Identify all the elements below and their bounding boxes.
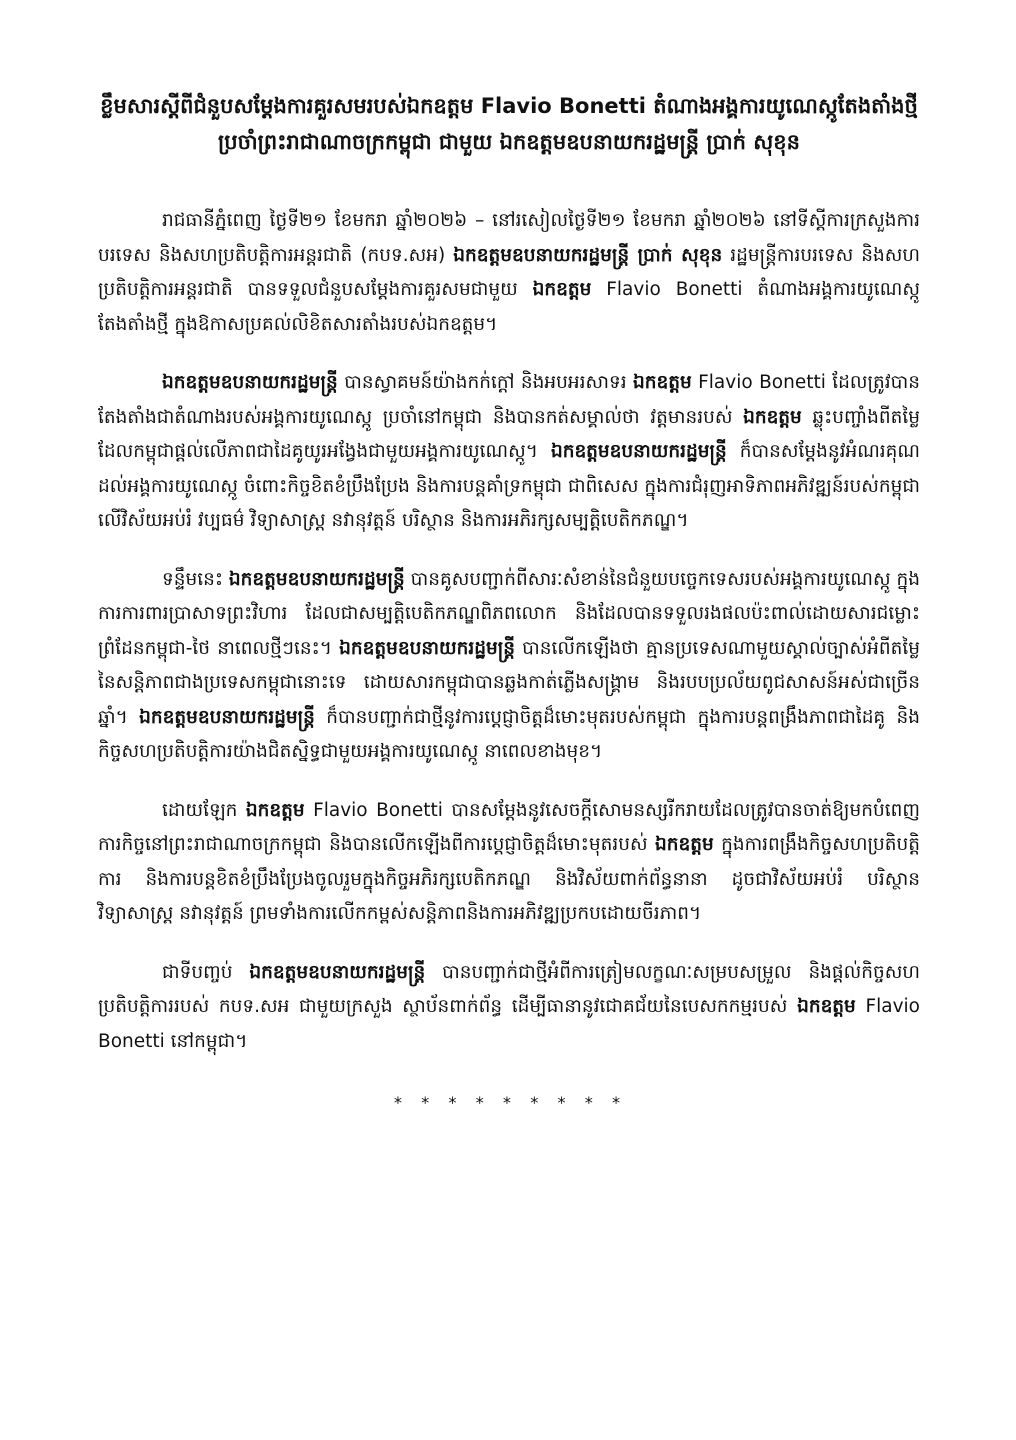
paragraph-4 xyxy=(98,794,920,932)
bold-name: ឯកឧត្តមឧបនាយករដ្ឋមន្ត្រី xyxy=(228,568,405,590)
paragraph-5 xyxy=(98,956,920,1060)
paragraph-text: ទន្ទឹមនេះ xyxy=(162,568,229,590)
paragraph-3 xyxy=(98,563,920,770)
document-page xyxy=(98,88,920,1112)
paragraph-text: ក៏បានសម្តែងនូវអំណរគុណដល់អង្គការយូណេស្កូ ចំពោះកិច្ចខិតខំប្រឹងប្រែង និងការបន្តគាំទ្រកម្ពុជា ជាពិសេស ក្នុងការជំរុញអាទិភាពអភិវឌ្ឍន៍របស់កម្ពុជា លើវិស័យអប់រំ វប្បធម៌ វិទ្យាសាស្ត្រ នវានុវត្តន៍ បរិស្ថាន និងការអភិរក្សសម្បត្តិបេតិកភណ្ឌ។ xyxy=(98,441,920,531)
title-line-1: ខ្លឹមសារស្តីពីជំនួបសម្តែងការគួរសមរបស់ឯកឧត្តម Flavio Bonetti តំណាងអង្គការយូណេស្កូតែងតាំងថ្មី xyxy=(100,94,918,118)
bold-name: ឯកឧត្តម xyxy=(797,996,856,1017)
paragraph-text: Flavio Bonetti តំណាងអង្គការយូណេស្កូតែងតាំងថ្មី ក្នុងឱកាសប្រគល់លិខិតសារតាំងរបស់ឯកឧត្តម។ xyxy=(98,279,920,335)
bold-name: ឯកឧត្តម xyxy=(532,279,592,300)
paragraph-text: ជាទីបញ្ចប់ xyxy=(162,961,250,983)
paragraph-text: Flavio Bonetti បានសម្តែងនូវសេចក្តីសោមនស្សរីករាយដែលត្រូវបានចាត់ឱ្យមកបំពេញការកិច្ចនៅព្រះរាជាណាចក្រកម្ពុជា និងបានលើកឡើងពីការប្តេជ្ញាចិត្តដ៏មោះមុតរបស់ xyxy=(98,799,920,855)
paragraph-text: Flavio Bonetti នៅកម្ពុជា។ xyxy=(98,996,921,1052)
end-mark: * * * * * * * * * xyxy=(393,1093,625,1112)
paragraph-2 xyxy=(98,366,920,539)
document-title xyxy=(98,88,920,160)
paragraph-text: បានបញ្ជាក់ជាថ្មីអំពីការត្រៀមលក្ខណៈសម្របសម្រួល និងផ្តល់កិច្ចសហប្រតិបត្តិការរបស់ កបទ.សអ ជាមួយក្រសួង ស្ថាប័នពាក់ព័ន្ធ ដើម្បីធានានូវជោគជ័យនៃបេសកកម្មរបស់ xyxy=(98,961,920,1017)
paragraph-text: ក្នុងការពង្រឹងកិច្ចសហប្រតិបត្តិការ និងការបន្តខិតខំប្រឹងប្រែងចូលរួមក្នុងកិច្ចអភិរក្សបេតិកភណ្ឌ និងវិស័យពាក់ព័ន្ធនានា ដូចជាវិស័យអប់រំ បរិស្ថាន វិទ្យាសាស្ត្រ នវានុវត្តន៍ ព្រមទាំងការលើកកម្ពស់សន្តិភាពនិងការអភិវឌ្ឍប្រកបដោយចីរភាព។ xyxy=(98,834,920,924)
bold-name: ឯកឧត្តមឧបនាយករដ្ឋមន្ត្រី xyxy=(139,706,315,728)
bold-name: ឯកឧត្តម xyxy=(743,406,802,428)
paragraph-text: ដោយឡែក xyxy=(162,799,246,821)
paragraph-text: ឆ្លុះបញ្ចាំងពីតម្លៃដែលកម្ពុជាផ្តល់លើភាពជាដៃគូយូរអង្វែងជាមួយអង្គការយូណេស្កូ។ xyxy=(98,406,920,462)
bold-name: ឯកឧត្តម xyxy=(633,372,692,393)
paragraph-text: បានគូសបញ្ជាក់ពីសារៈសំខាន់នៃជំនួយបច្ចេកទេសរបស់អង្គការយូណេស្កូ ក្នុងការការពារប្រាសាទព្រះវិហារ ដែលជាសម្បត្តិបេតិកភណ្ឌពិភពលោក និងដែលបានទទួលរងផលប៉ះពាល់ដោយសារជម្លោះព្រំដែនកម្ពុជា-ថៃ នាពេលថ្មីៗនេះ។ xyxy=(98,568,921,659)
paragraph-text: បានស្វាគមន៍យ៉ាងកក់ក្តៅ និងអបអរសាទរ xyxy=(337,372,634,393)
bold-name: ឯកឧត្តមឧបនាយករដ្ឋមន្ត្រី xyxy=(162,372,338,393)
bold-name: ឯកឧត្តមឧបនាយករដ្ឋមន្ត្រី xyxy=(339,637,515,659)
title-line-2: ប្រចាំព្រះរាជាណាចក្រកម្ពុជា ជាមួយ ឯកឧត្តមឧបនាយករដ្ឋមន្ត្រី ប្រាក់ សុខុន xyxy=(218,130,800,154)
paragraph-text: បានលើកឡើងថា គ្មានប្រទេសណាមួយស្គាល់ច្បាស់អំពីតម្លៃនៃសន្តិភាពជាងប្រទេសកម្ពុជានោះទេ ដោយសារកម្ពុជាបានឆ្លងកាត់ភ្លើងសង្គ្រាម និងរបបប្រល័យពូជសាសន៍អស់ជាច្រើនឆ្នាំ។ xyxy=(98,637,920,728)
paragraph-text: រាជធានីភ្នំពេញ ថ្ងៃទី២១ ខែមករា ឆ្នាំ២០២៦ – នៅរសៀលថ្ងៃទី២១ ខែមករា ឆ្នាំ២០២៦ នៅទីស្តីការក្រសួងការបរទេស និងសហប្រតិបត្តិការអន្តរជាតិ (កបទ.សអ) xyxy=(98,210,920,266)
paragraph-text: ក៏បានបញ្ជាក់ជាថ្មីនូវការប្តេជ្ញាចិត្តដ៏មោះមុតរបស់កម្ពុជា ក្នុងការបន្តពង្រឹងភាពជាដៃគូ និងកិច្ចសហប្រតិបត្តិការយ៉ាងជិតស្និទ្ធជាមួយអង្គការយូណេស្កូ នាពេលខាងមុខ។ xyxy=(98,706,920,762)
bold-name: ឯកឧត្តមឧបនាយករដ្ឋមន្ត្រី xyxy=(249,961,426,983)
bold-name: ឯកឧត្តមឧបនាយករដ្ឋមន្ត្រី xyxy=(550,441,727,462)
paragraph-text: Flavio Bonetti ដែលត្រូវបានតែងតាំងជាតំណាងរបស់អង្គការយូណេស្កូ ប្រចាំនៅកម្ពុជា និងបានកត់សម្គាល់ថា វត្តមានរបស់ xyxy=(98,372,920,428)
bold-name: ឯកឧត្តមឧបនាយករដ្ឋមន្ត្រី ប្រាក់ សុខុន xyxy=(453,244,723,266)
paragraph-1 xyxy=(98,204,920,342)
paragraph-text: រដ្ឋមន្ត្រីការបរទេស និងសហប្រតិបត្តិការអន្តរជាតិ បានទទួលជំនួបសម្តែងការគួរសមជាមួយ xyxy=(98,244,920,300)
bold-name: ឯកឧត្តម xyxy=(245,799,305,821)
bold-name: ឯកឧត្តម xyxy=(654,834,714,855)
